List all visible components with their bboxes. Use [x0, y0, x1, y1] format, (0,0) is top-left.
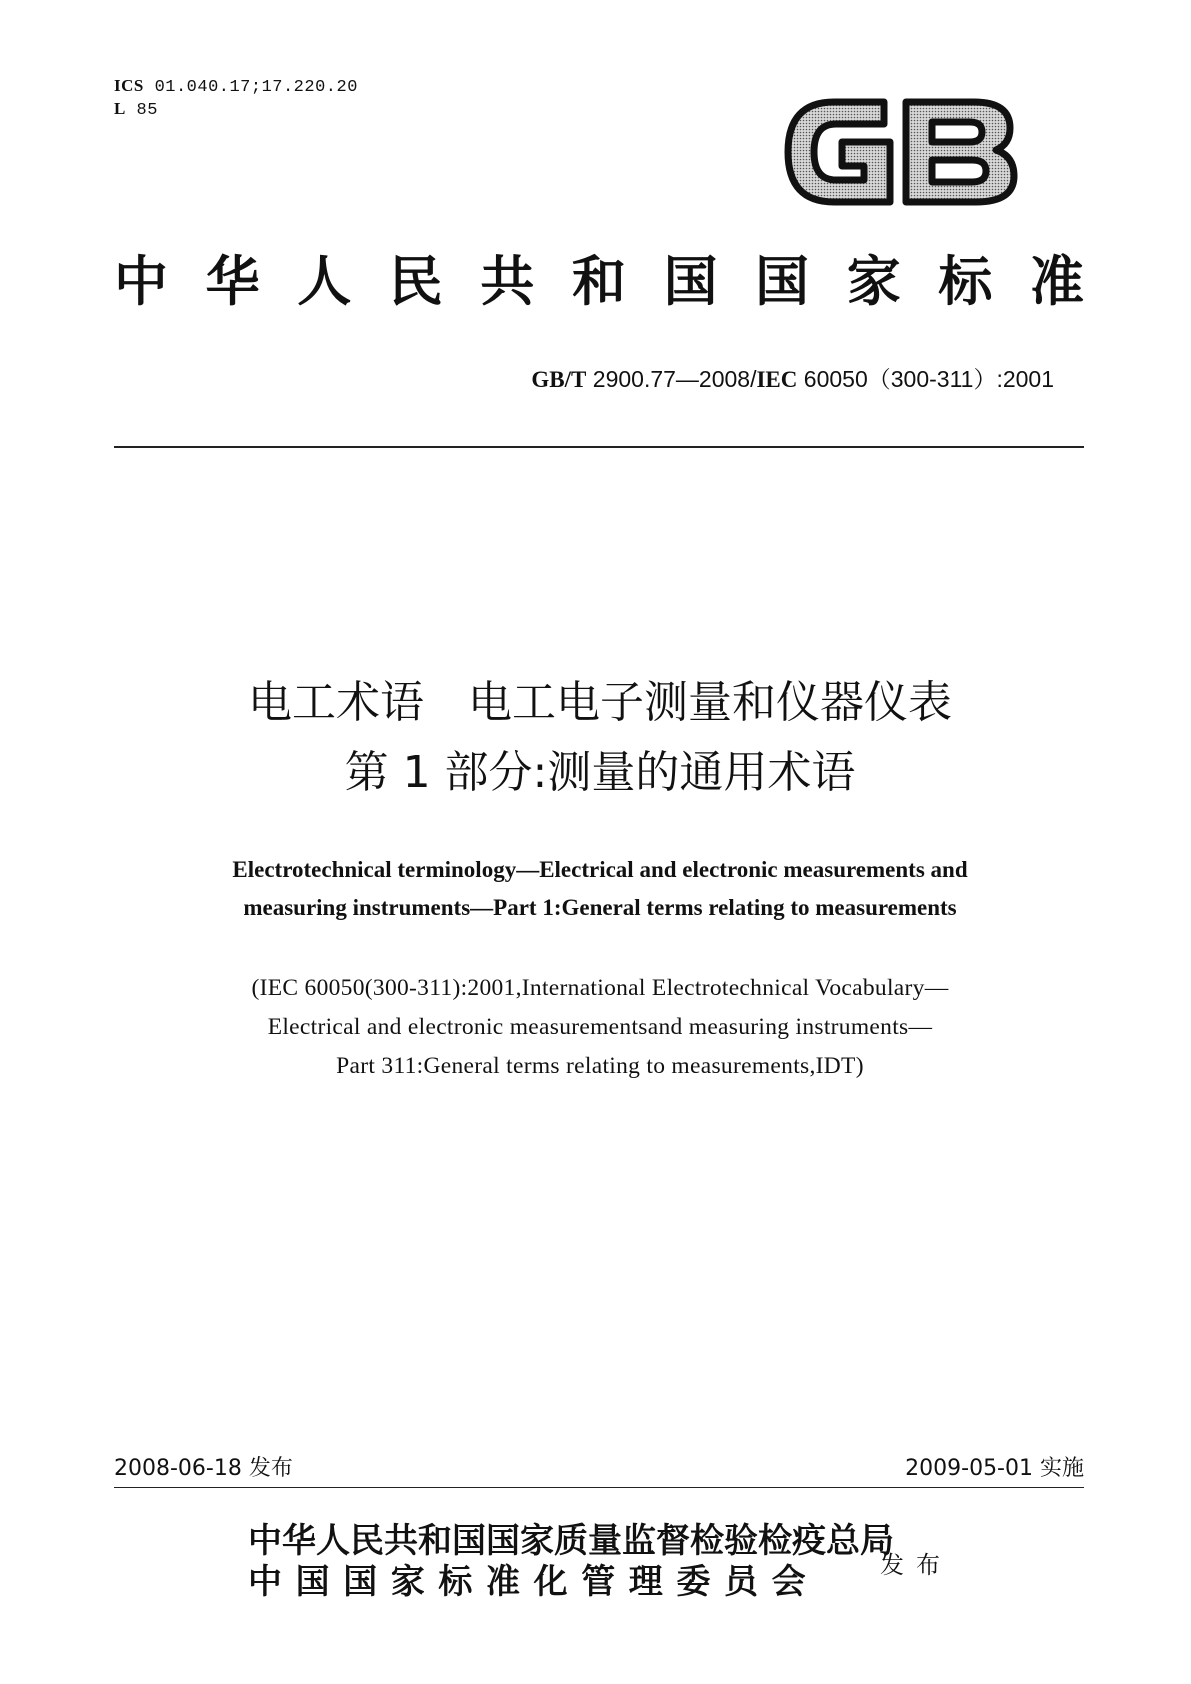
- title-char: 人: [297, 250, 352, 313]
- title-char: 中: [114, 250, 168, 313]
- gb-logo-mark: [784, 92, 1018, 212]
- classification-code: [114, 99, 158, 120]
- title-char: 国: [755, 250, 810, 313]
- issuer-line2: 中国国家标准化管理委员会: [248, 1562, 820, 1602]
- l-label: L: [114, 99, 126, 118]
- standard-prefix: GB/T: [531, 367, 587, 392]
- ics-label: ICS: [114, 76, 144, 95]
- l-value: 85: [136, 101, 158, 120]
- footer-divider: [114, 1487, 1084, 1488]
- title-char: 华: [205, 250, 260, 313]
- title-char: 共: [480, 250, 535, 313]
- issue-date: 2008-06-18 发布: [114, 1456, 293, 1481]
- issue-action: 发布: [880, 1551, 952, 1579]
- iec-label: IEC: [756, 367, 798, 392]
- title-char: 国: [663, 250, 718, 313]
- title-en-line1: Electrotechnical terminology—Electrical and electronic measurements and: [232, 857, 968, 882]
- title-char: 家: [846, 250, 901, 313]
- iec-number: 60050（300-311）:2001: [803, 366, 1054, 392]
- ics-code: [114, 76, 358, 97]
- ics-value: 01.040.17;17.220.20: [154, 78, 358, 97]
- gb-logo: [784, 92, 1018, 212]
- title-cn-line1: 电工术语 电工电子测量和仪器仪表: [248, 677, 952, 728]
- title-cn-line2: 第 1 部分:测量的通用术语: [344, 747, 856, 798]
- idt-line1: (IEC 60050(300-311):2001,International Electrotechnical Vocabulary—: [251, 975, 949, 1001]
- title-char: 准: [1029, 250, 1084, 313]
- issuer-line1: 中华人民共和国国家质量监督检验检疫总局: [248, 1521, 894, 1561]
- title-char: 标: [938, 250, 993, 313]
- implementation-date: 2009-05-01 实施: [905, 1456, 1084, 1481]
- standard-number: [114, 361, 1054, 394]
- idt-line2: Electrical and electronic measurementsand measuring instruments—: [267, 1014, 933, 1040]
- header-divider: [114, 446, 1084, 448]
- idt-line3: Part 311:General terms relating to measurements,IDT): [336, 1053, 864, 1079]
- national-standard-title: [114, 250, 1084, 314]
- title-char: 和: [571, 250, 626, 313]
- title-char: 民: [388, 250, 443, 313]
- standard-main-number: 2900.77—2008/: [592, 366, 757, 392]
- title-en-line2: measuring instruments—Part 1:General terms relating to measurements: [243, 895, 957, 920]
